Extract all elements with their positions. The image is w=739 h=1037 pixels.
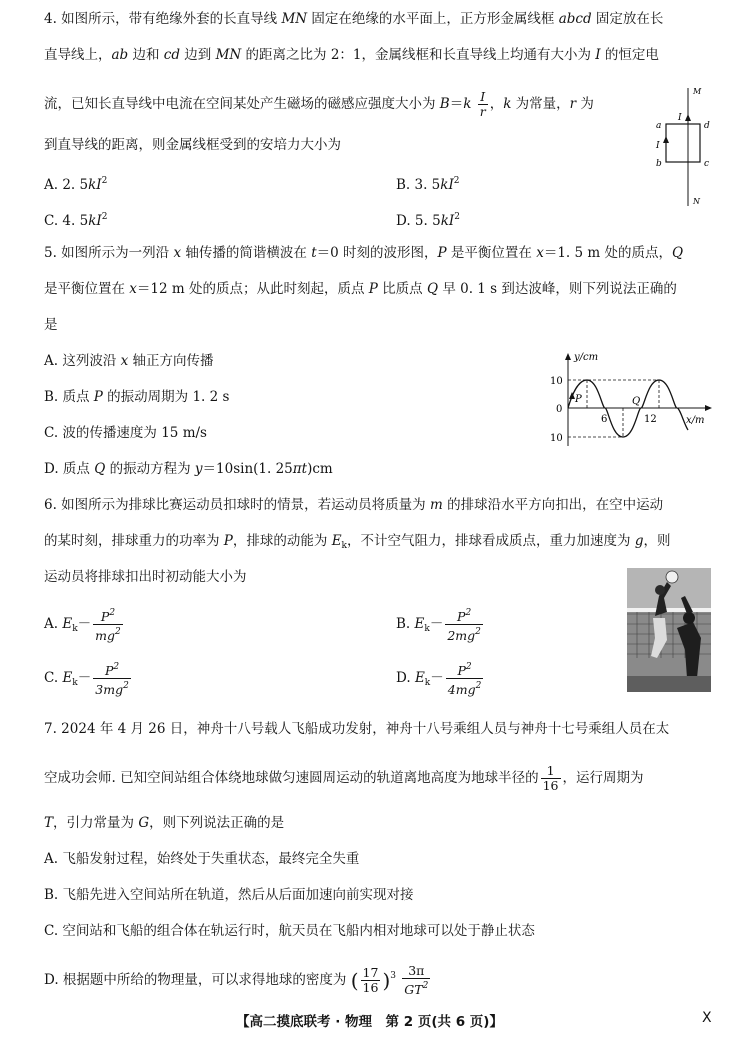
- x-axis-label: x/m: [686, 415, 705, 426]
- q7-option-c[interactable]: C. 空间站和飞船的组合体在轨运行时，航天员在飞船内相对地球可以处于静止状态: [44, 923, 535, 939]
- label-q: Q: [632, 396, 641, 407]
- label-m: M: [693, 87, 702, 96]
- q6-option-c[interactable]: C. $E_k-$ $\frac{P^2}{3mg^2}$: [44, 662, 129, 697]
- current-arrow-loop: [663, 136, 669, 143]
- q7-option-d[interactable]: D. 根据题中所给的物理量，可以求得地球的密度为 ( $\frac{17}{16}$ )$^3$ $\frac{3\pi}{GT^2}$: [44, 963, 429, 997]
- tick-y-10: 10: [550, 376, 563, 387]
- q7-line-3: T，引力常量为 G，则下列说法正确的是: [44, 815, 285, 831]
- q6-option-d[interactable]: D. $E_k-$ $\frac{P^2}{4mg^2}$: [396, 662, 482, 697]
- q4-option-a[interactable]: A. 2. $5kI^2$: [44, 176, 108, 193]
- label-c: c: [704, 159, 710, 169]
- current-arrow-wire: [685, 114, 691, 121]
- label-b: b: [656, 159, 662, 169]
- q5-option-b[interactable]: B. 质点 P 的振动周期为 1. 2 s: [44, 389, 230, 405]
- label-i-loop: I: [656, 141, 660, 151]
- q5-line-2: 是平衡位置在 x＝12 m 处的质点；从此时刻起，质点 P 比质点 Q 早 0. 1 s 到达波峰，则下列说法正确的: [44, 281, 677, 297]
- q7-option-b[interactable]: B. 飞船先进入空间站所在轨道，然后从后面加速向前实现对接: [44, 887, 414, 903]
- q4-option-d[interactable]: D. 5. $5kI^2$: [396, 212, 460, 229]
- q7-line-2: 空成功会师. 已知空间站组合体绕地球做匀速圆周运动的轨道离地高度为地球半径的 $\frac{1}{16}$ ，运行周期为: [44, 763, 644, 793]
- q5-option-a[interactable]: A. 这列波沿 x 轴正方向传播: [44, 353, 214, 369]
- tick-x-6: 6: [601, 414, 608, 425]
- y-axis-label: y/cm: [574, 352, 599, 363]
- x-axis-arrow: [705, 405, 712, 411]
- label-i-wire: I: [678, 113, 682, 123]
- tick-x-12: 12: [644, 414, 657, 425]
- q4-option-b[interactable]: B. 3. $5kI^2$: [396, 176, 460, 193]
- q4-fraction-I-over-r: $\frac{I}{r}$: [479, 89, 486, 119]
- tick-y-0: 0: [556, 404, 563, 415]
- q5-wave-figure: [546, 350, 716, 450]
- q6-option-a[interactable]: A. $E_k-$ $\frac{P^2}{mg^2}$: [44, 608, 121, 643]
- q6-line-3: 运动员将排球扣出时初动能大小为: [44, 569, 247, 585]
- q5-option-c[interactable]: C. 波的传播速度为 15 m/s: [44, 425, 207, 441]
- q6-line-2: 的某时刻，排球重力的功率为 P，排球的动能为 $E_k$，不计空气阻力，排球看成质点，重力加速度为 g，则: [44, 533, 671, 551]
- label-a: a: [656, 121, 662, 131]
- q5-line-3: 是: [44, 317, 58, 333]
- q6-option-b[interactable]: B. $E_k-$ $\frac{P^2}{2mg^2}$: [396, 608, 481, 643]
- q4-option-c[interactable]: C. 4. $5kI^2$: [44, 212, 108, 229]
- q7-fraction-1-16: $\frac{1}{16}$: [542, 763, 559, 793]
- footer-mark: X: [702, 1010, 712, 1026]
- y-axis-arrow: [565, 353, 571, 360]
- q4-wire-loop-figure: [648, 84, 718, 210]
- label-n: N: [693, 197, 700, 206]
- q4-line-2: 直导线上，ab 边和 cd 边到 MN 的距离之比为 2：1，金属线框和长直导线上均通有大小为 I 的恒定电: [44, 47, 659, 63]
- q5-option-d[interactable]: D. 质点 Q 的振动方程为 y＝10sin(1. 25πt)cm: [44, 461, 333, 477]
- q6-line-1: 6. 如图所示为排球比赛运动员扣球时的情景，若运动员将质量为 m 的排球沿水平方向扣出，在空中运动: [44, 497, 664, 513]
- tick-y-neg-10: 10: [550, 433, 563, 444]
- label-p: P: [575, 394, 582, 405]
- q4-line-1: 4. 如图所示，带有绝缘外套的长直导线 MN 固定在绝缘的水平面上，正方形金属线框 abcd 固定放在长: [44, 11, 664, 27]
- q4-line-4: 到直导线的距离，则金属线框受到的安培力大小为: [44, 137, 341, 153]
- q4-line-3: 流，已知长直导线中电流在空间某处产生磁场的磁感应强度大小为 B＝k $\frac{I}{r}$ ，k 为常量，r 为: [44, 89, 594, 119]
- volleyball-photo: [627, 568, 711, 692]
- square-loop-abcd: [666, 124, 700, 162]
- q7-line-1: 7. 2024 年 4 月 26 日，神舟十八号载人飞船成功发射，神舟十八号乘组人员与神舟十七号乘组人员在太: [44, 721, 670, 737]
- q7-option-a[interactable]: A. 飞船发射过程，始终处于失重状态，最终完全失重: [44, 851, 360, 867]
- label-d: d: [704, 121, 710, 131]
- volleyball: [666, 571, 678, 583]
- q5-line-1: 5. 如图所示为一列沿 x 轴传播的简谐横波在 t＝0 时刻的波形图，P 是平衡位置在 x＝1. 5 m 处的质点，Q: [44, 245, 684, 261]
- page-footer: 【高二摸底联考 · 物理 第 2 页(共 6 页)】: [236, 1014, 503, 1030]
